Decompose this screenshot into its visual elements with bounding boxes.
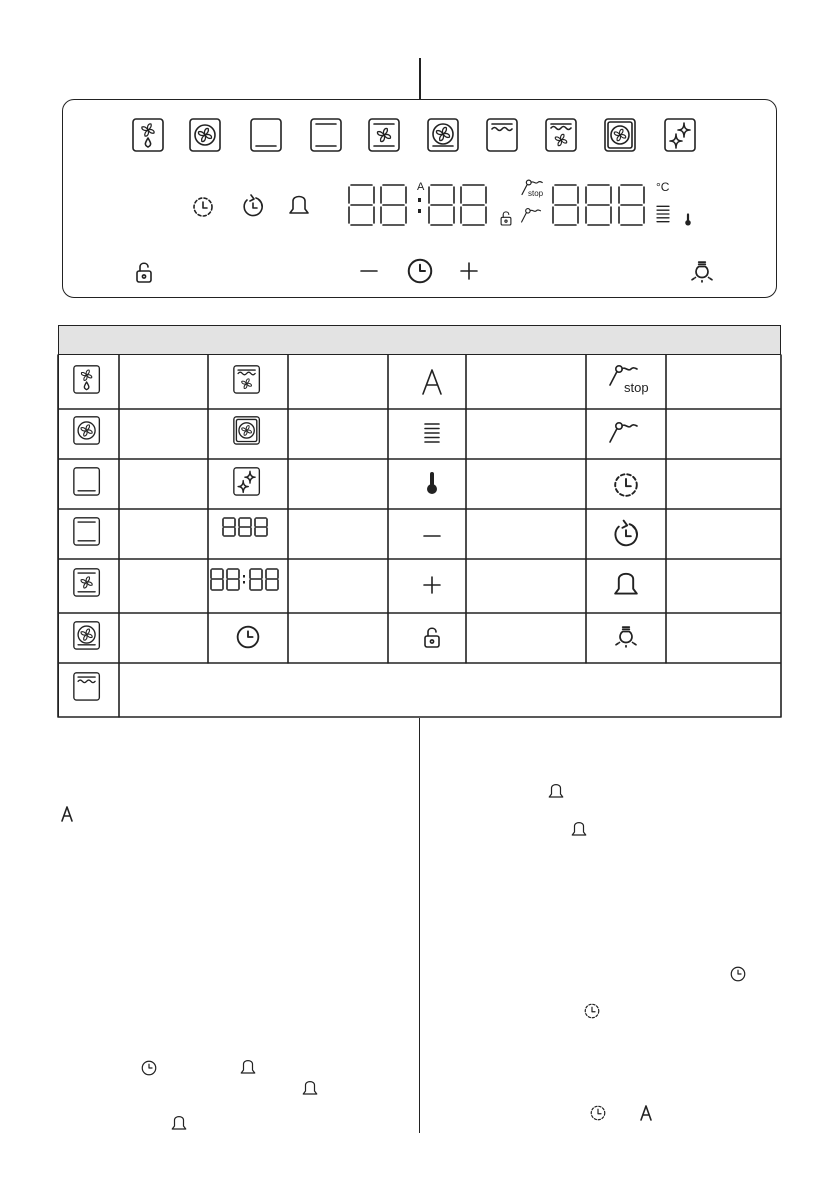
body-bell-icon [172,1117,186,1129]
celsius-unit: °C [656,180,670,194]
body-clock-icon [142,1061,156,1075]
body-clock-icon [731,967,745,981]
body-bell-icon [549,785,563,797]
body-timer-dashed-icon [585,1004,599,1018]
legend-stop-label: stop [624,380,649,395]
body-timer-dashed-icon [591,1106,605,1120]
body-auto-a-icon [641,1106,651,1120]
body-bell-icon [303,1082,317,1094]
auto-indicator: A [417,181,425,193]
body-bell-icon [241,1061,255,1073]
stop-indicator: stop [528,189,544,198]
body-auto-a-icon [62,807,72,821]
body-bell-icon [572,823,586,835]
